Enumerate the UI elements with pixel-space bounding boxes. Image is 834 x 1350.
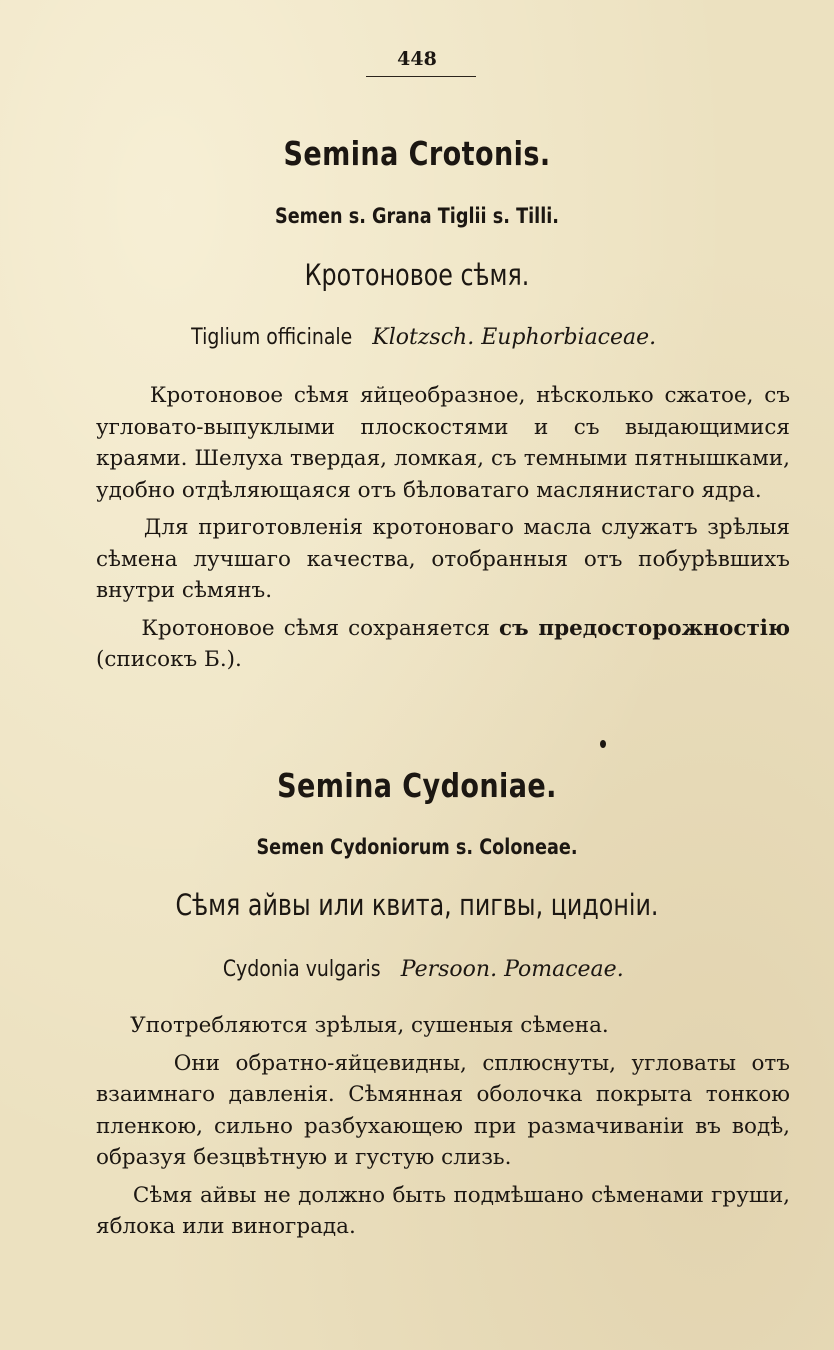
section1-russian-title: Кротоновое сѣмя. <box>304 258 530 292</box>
section1-body <box>96 380 790 682</box>
section2-paragraph <box>96 1010 790 1042</box>
section2-p3: Сѣмя айвы не должно быть подмѣшано сѣменами груши, яблока или винограда. <box>96 1182 790 1239</box>
section2-paragraph <box>96 1180 790 1243</box>
section1-latin-title: Semina Crotonis. <box>283 134 551 173</box>
section1-paragraph <box>96 613 790 676</box>
section2-paragraph <box>96 1048 790 1174</box>
section2-plant-name: Cydonia vulgaris <box>223 957 381 982</box>
section1-p3-after: (списокъ Б.). <box>96 647 242 672</box>
section1-p3-bold: съ предосторожностію <box>499 615 790 641</box>
section1-synonyms: Semen s. Grana Tiglii s. Tilli. <box>275 204 559 228</box>
section2-russian-title: Сѣмя айвы или квита, пигвы, цидоніи. <box>175 888 659 922</box>
section2-plant-author: Persoon. <box>400 957 498 982</box>
section1-paragraph <box>96 512 790 607</box>
section1-plant-family: Euphorbiaceae. <box>481 325 657 350</box>
section1-p3-before: Кротоновое сѣмя сохраняется <box>141 615 500 641</box>
section2-body <box>96 1010 790 1249</box>
section2-latin-title: Semina Cydoniae. <box>277 766 557 805</box>
section2-p2: Они обратно-яйцевидны, сплюснуты, угловаты отъ взаимнаго давленія. Сѣмянная оболочка покрыта тонкою пленкою, сильно разбухающею при размачиваніи въ водѣ, образуя безцвѣтную и густую слизь. <box>96 1050 790 1170</box>
page-number: 448 <box>397 48 437 70</box>
section2-p1: Употребляются зрѣлыя, сушеныя сѣмена. <box>130 1013 609 1038</box>
section2-plant-line <box>0 957 834 982</box>
section1-plant-author: Klotzsch. <box>372 325 475 350</box>
section1-p2: Для приготовленія кротоноваго масла служатъ зрѣлыя сѣмена лучшаго качества, отобранныя отъ побурѣвшихъ внутри сѣмянъ. <box>96 515 790 603</box>
section2-plant-family: Pomaceae. <box>504 957 624 982</box>
section1-p1: Кротоновое сѣмя яйцеобразное, нѣсколько сжатое, съ угловато-выпуклыми плоскостями и съ выдающимися краями. Шелуха твердая, ломкая, съ темными пятнышками, удобно отдѣляющаяся отъ бѣловатаго маслянистаго ядра. <box>96 383 790 503</box>
section1-paragraph <box>96 380 790 506</box>
section1-plant-line <box>0 325 834 350</box>
section2-synonyms: Semen Cydoniorum s. Coloneae. <box>256 835 578 859</box>
header-rule <box>366 76 476 77</box>
section1-plant-name: Tiglium officinale <box>190 325 353 350</box>
printer-mark <box>600 740 606 748</box>
